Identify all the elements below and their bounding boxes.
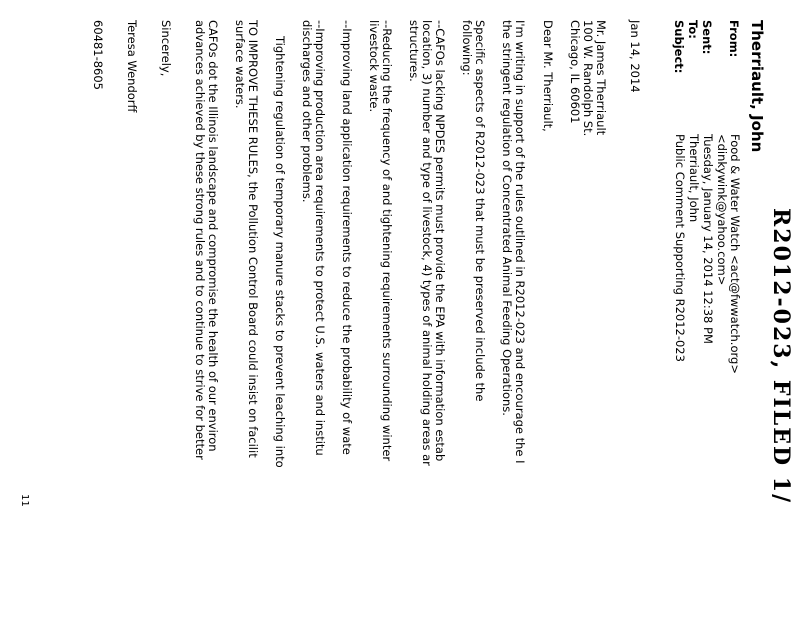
bullet-line: --CAFOs lacking NPDES permits must provide the EPA with information estab <box>433 20 447 462</box>
paragraph-line: surface waters. <box>233 20 247 109</box>
bullet-line: discharges and other problems. <box>300 20 314 203</box>
zip-code: 60481-8605 <box>91 20 105 90</box>
from-label: From: <box>727 20 741 58</box>
salutation: Dear Mr. Therriault, <box>541 20 555 132</box>
bullet-line: structures. <box>407 20 421 82</box>
paragraph-line: Specific aspects of R2012-023 that must be preserved include the <box>473 20 487 402</box>
bullet-line: livestock waste. <box>367 20 381 113</box>
closing: Sincerely, <box>159 20 173 77</box>
from-value-email: <dinkywink@yahoo.com> <box>715 134 729 286</box>
paragraph-line: advances achieved by these strong rules and to continue to strive for better <box>193 20 207 460</box>
filing-stamp: R2012-023, FILED 1/ <box>768 208 794 505</box>
signature-name: Teresa Wendorff <box>125 20 139 113</box>
to-label: To: <box>686 20 700 39</box>
sent-label: Sent: <box>700 20 714 55</box>
address-line-2: 100 W. Randolph St. <box>581 20 595 137</box>
bullet-line: --Reducing the frequency of and tightening requirements surrounding winter <box>380 20 394 462</box>
paragraph-line: CAFOs dot the Illinois landscape and compromise the health of our environ <box>206 20 220 452</box>
address-line-1: Mr. James Therriault <box>594 20 608 136</box>
to-value: Therriault, John <box>687 134 701 223</box>
bullet-line: location, 3) number and type of livestock, 4) types of animal holding areas ar <box>420 20 434 466</box>
bullet-line: --Improving land application requirements to reduce the probability of wate <box>340 20 354 455</box>
subject-label: Subject: <box>672 20 686 74</box>
paragraph-line: I'm writing in support of the rules outlined in R2012-023 and encourage the I <box>513 20 527 464</box>
page-mark: 11 <box>19 494 30 507</box>
letter-date: Jan 14, 2014 <box>628 20 642 93</box>
sent-value: Tuesday, January 14, 2014 12:38 PM <box>701 134 715 344</box>
subject-value: Public Comment Supporting R2012-023 <box>673 134 687 362</box>
bullet-line: Tightening regulation of temporary manure stacks to prevent leaching into <box>273 36 287 468</box>
sender-name: Therriault, John <box>748 20 766 153</box>
address-line-3: Chicago, IL 60601 <box>568 20 582 124</box>
paragraph-line: TO IMPROVE THESE RULES, the Pollution Control Board could insist on facilit <box>246 20 260 458</box>
paragraph-line: the stringent regulation of Concentrated Animal Feeding Operations. <box>500 20 514 416</box>
paragraph-line: following: <box>460 20 474 76</box>
bullet-line: --Improving production area requirements to protect U.S. waters and institu <box>313 20 327 456</box>
from-value: Food & Water Watch <act@fwwatch.org> <box>728 134 742 374</box>
